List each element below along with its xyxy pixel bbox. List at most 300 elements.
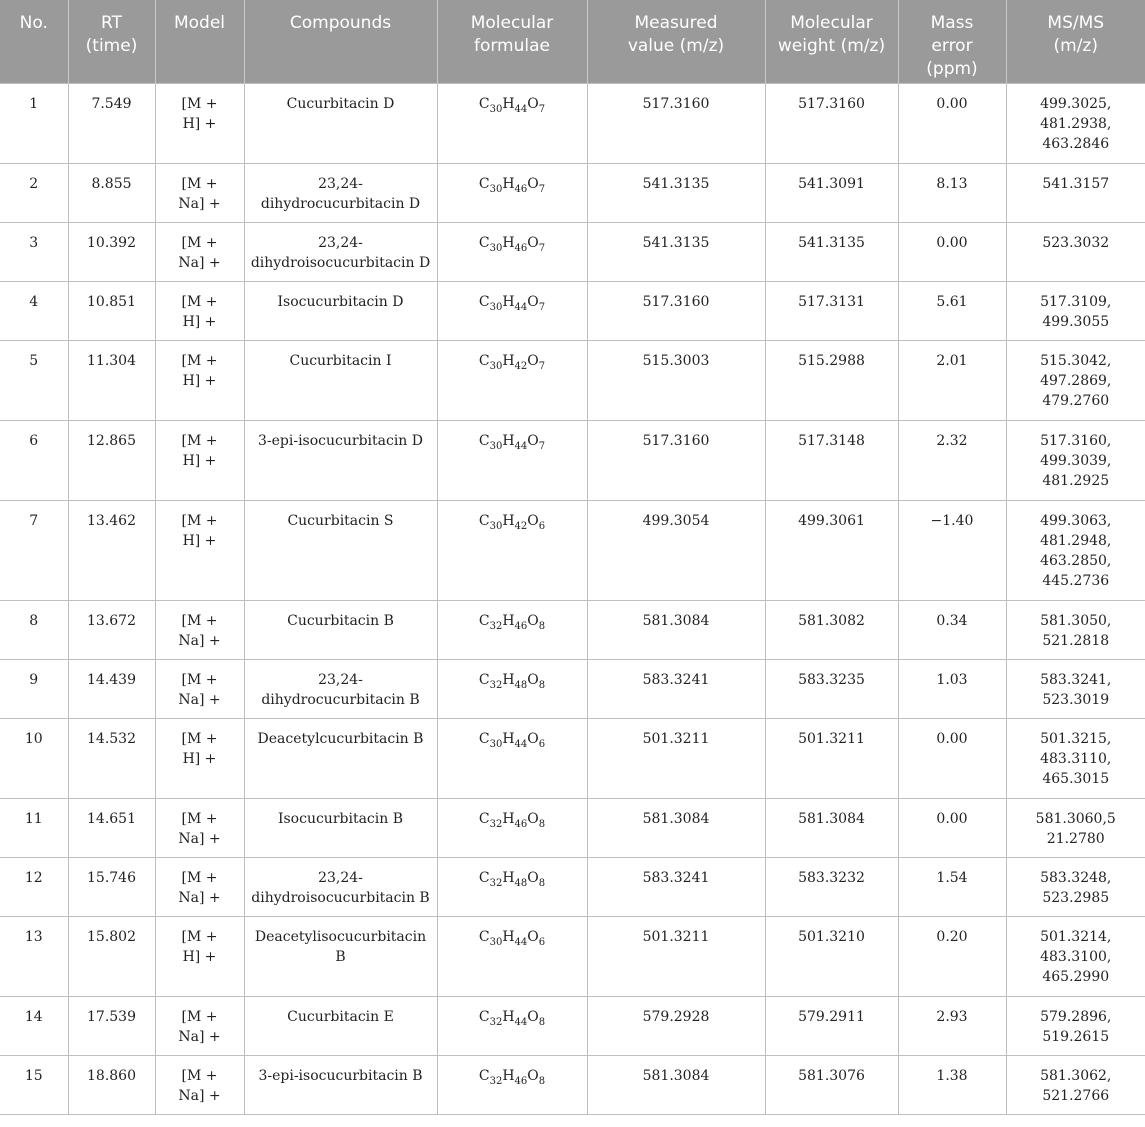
formula-element: H xyxy=(502,869,515,886)
cell-msms-line: 519.2615 xyxy=(1042,1028,1110,1045)
cell-compound xyxy=(244,857,437,916)
cell-rt: 13.462 xyxy=(68,500,155,600)
header-model: Model xyxy=(155,0,244,83)
formula-element: O xyxy=(527,352,539,369)
formula-element: O xyxy=(527,512,539,529)
cell-msms-line: 483.3100, xyxy=(1040,948,1112,965)
formula-subscript: 44 xyxy=(514,936,528,948)
formula-subscript: 8 xyxy=(538,1075,546,1087)
cell-msms-line: 21.2780 xyxy=(1046,830,1105,847)
cell-model-line: Na] + xyxy=(178,830,221,847)
formula-subscript: 30 xyxy=(489,301,503,313)
formula-element: H xyxy=(502,1067,515,1084)
cell-msms xyxy=(1006,798,1145,857)
formula-subscript: 32 xyxy=(489,1075,503,1087)
formula-subscript: 30 xyxy=(489,103,503,115)
cell-rt: 15.802 xyxy=(68,916,155,996)
formula-subscript: 8 xyxy=(538,679,546,691)
cell-rt: 17.539 xyxy=(68,996,155,1055)
cell-compound xyxy=(244,996,437,1055)
cell-weight: 541.3091 xyxy=(765,163,898,222)
formula-element: C xyxy=(478,928,490,945)
cell-weight: 501.3211 xyxy=(765,718,898,798)
cell-compound-line: dihydroisocucurbitacin D xyxy=(250,254,431,271)
cell-mass-error: −1.40 xyxy=(898,500,1006,600)
cell-msms-line: 541.3157 xyxy=(1042,175,1110,192)
cell-msms-line: 445.2736 xyxy=(1042,572,1110,589)
cell-no: 10 xyxy=(0,718,68,798)
cell-measured: 541.3135 xyxy=(587,163,765,222)
cell-measured: 581.3084 xyxy=(587,600,765,659)
cell-no: 14 xyxy=(0,996,68,1055)
cell-msms xyxy=(1006,1055,1145,1114)
formula-subscript: 30 xyxy=(489,242,503,254)
cell-mass-error: 8.13 xyxy=(898,163,1006,222)
cell-formula xyxy=(437,798,587,857)
cell-measured: 499.3054 xyxy=(587,500,765,600)
cell-compound-line: dihydrocucurbitacin B xyxy=(261,691,420,708)
cell-msms-line: 463.2846 xyxy=(1042,135,1110,152)
cell-compound-line: Cucurbitacin E xyxy=(287,1008,394,1025)
formula-subscript: 7 xyxy=(538,242,546,254)
cell-rt: 10.851 xyxy=(68,281,155,340)
formula-subscript: 30 xyxy=(489,183,503,195)
cell-model xyxy=(155,420,244,500)
formula-element: O xyxy=(527,928,539,945)
cell-no: 6 xyxy=(0,420,68,500)
formula-element: C xyxy=(478,234,490,251)
formula-element: O xyxy=(527,1067,539,1084)
table-row xyxy=(0,1055,1145,1114)
formula-subscript: 44 xyxy=(514,103,528,115)
cell-model xyxy=(155,659,244,718)
cell-compound xyxy=(244,281,437,340)
cell-formula xyxy=(437,600,587,659)
cell-compound-line: Isocucurbitacin B xyxy=(277,810,404,827)
formula-element: H xyxy=(502,352,515,369)
cell-measured: 541.3135 xyxy=(587,222,765,281)
cell-msms xyxy=(1006,600,1145,659)
formula-subscript: 30 xyxy=(489,440,503,452)
formula-subscript: 30 xyxy=(489,738,503,750)
cell-compound xyxy=(244,500,437,600)
cell-model-line: H] + xyxy=(182,532,217,549)
cell-measured: 581.3084 xyxy=(587,1055,765,1114)
cell-model-line: [M + xyxy=(181,928,218,945)
cell-msms-line: 581.3062, xyxy=(1040,1067,1112,1084)
table-row xyxy=(0,718,1145,798)
cell-model-line: H] + xyxy=(182,452,217,469)
cell-formula xyxy=(437,1055,587,1114)
cell-model-line: Na] + xyxy=(178,691,221,708)
cell-msms-line: 583.3248, xyxy=(1040,869,1112,886)
header-formulae: Molecular formulae xyxy=(437,0,587,83)
formula-element: C xyxy=(478,1067,490,1084)
cell-model-line: H] + xyxy=(182,313,217,330)
cell-msms xyxy=(1006,281,1145,340)
cell-formula xyxy=(437,83,587,163)
formula-subscript: 6 xyxy=(538,738,546,750)
cell-msms-line: 515.3042, xyxy=(1040,352,1112,369)
cell-mass-error: 0.00 xyxy=(898,798,1006,857)
cell-mass-error: 0.00 xyxy=(898,718,1006,798)
table-row xyxy=(0,857,1145,916)
cell-msms xyxy=(1006,916,1145,996)
cell-mass-error: 0.34 xyxy=(898,600,1006,659)
formula-element: O xyxy=(527,234,539,251)
formula-subscript: 7 xyxy=(538,360,546,372)
cell-formula xyxy=(437,222,587,281)
cell-msms xyxy=(1006,420,1145,500)
cell-compound xyxy=(244,222,437,281)
formula-subscript: 7 xyxy=(538,103,546,115)
formula-subscript: 8 xyxy=(538,1016,546,1028)
table-row xyxy=(0,163,1145,222)
cell-rt: 14.439 xyxy=(68,659,155,718)
cell-compound-line: Isocucurbitacin D xyxy=(277,293,404,310)
cell-formula xyxy=(437,340,587,420)
cell-compound xyxy=(244,1055,437,1114)
cell-msms-line: 481.2938, xyxy=(1040,115,1112,132)
formula-element: H xyxy=(502,293,515,310)
cell-mass-error: 2.32 xyxy=(898,420,1006,500)
cell-mass-error: 2.93 xyxy=(898,996,1006,1055)
cell-weight: 581.3076 xyxy=(765,1055,898,1114)
formula-subscript: 32 xyxy=(489,620,503,632)
cell-compound-line: 3-epi-isocucurbitacin B xyxy=(258,1067,423,1084)
cell-compound-line: 23,24- xyxy=(318,671,363,688)
formula-element: H xyxy=(502,1008,515,1025)
formula-subscript: 7 xyxy=(538,183,546,195)
cell-formula xyxy=(437,857,587,916)
cell-model-line: Na] + xyxy=(178,1087,221,1104)
cell-model-line: H] + xyxy=(182,115,217,132)
cell-rt: 14.532 xyxy=(68,718,155,798)
cell-model-line: [M + xyxy=(181,671,218,688)
cell-no: 2 xyxy=(0,163,68,222)
cell-msms-line: 499.3039, xyxy=(1040,452,1112,469)
cell-rt: 15.746 xyxy=(68,857,155,916)
cell-weight: 515.2988 xyxy=(765,340,898,420)
cell-weight: 583.3235 xyxy=(765,659,898,718)
formula-element: O xyxy=(527,1008,539,1025)
cell-weight: 517.3131 xyxy=(765,281,898,340)
cell-model xyxy=(155,718,244,798)
formula-element: O xyxy=(527,175,539,192)
cell-formula xyxy=(437,659,587,718)
formula-element: O xyxy=(527,671,539,688)
cell-model xyxy=(155,916,244,996)
header-rt: RT (time) xyxy=(68,0,155,83)
cell-model xyxy=(155,222,244,281)
formula-element: H xyxy=(502,612,515,629)
formula-element: H xyxy=(502,512,515,529)
cell-mass-error: 0.20 xyxy=(898,916,1006,996)
cell-model xyxy=(155,1055,244,1114)
cell-model-line: [M + xyxy=(181,95,218,112)
cell-rt: 13.672 xyxy=(68,600,155,659)
cell-msms xyxy=(1006,659,1145,718)
cell-weight: 581.3084 xyxy=(765,798,898,857)
table-row xyxy=(0,916,1145,996)
cell-no: 13 xyxy=(0,916,68,996)
cell-rt: 14.651 xyxy=(68,798,155,857)
cell-msms xyxy=(1006,340,1145,420)
cell-msms-line: 521.2766 xyxy=(1042,1087,1110,1104)
cell-msms-line: 479.2760 xyxy=(1042,392,1110,409)
cell-model-line: [M + xyxy=(181,810,218,827)
table-row xyxy=(0,996,1145,1055)
formula-subscript: 7 xyxy=(538,440,546,452)
formula-element: H xyxy=(502,928,515,945)
cell-measured: 583.3241 xyxy=(587,659,765,718)
cell-measured: 581.3084 xyxy=(587,798,765,857)
formula-subscript: 46 xyxy=(514,620,528,632)
cell-model-line: [M + xyxy=(181,352,218,369)
cell-mass-error: 1.03 xyxy=(898,659,1006,718)
formula-subscript: 46 xyxy=(514,242,528,254)
cell-measured: 517.3160 xyxy=(587,281,765,340)
cell-model xyxy=(155,600,244,659)
cell-mass-error: 0.00 xyxy=(898,222,1006,281)
formula-subscript: 6 xyxy=(538,936,546,948)
table-row xyxy=(0,340,1145,420)
cell-compound-line: 23,24- xyxy=(318,234,363,251)
cell-compound xyxy=(244,420,437,500)
formula-element: H xyxy=(502,234,515,251)
table-row xyxy=(0,600,1145,659)
cell-msms-line: 579.2896, xyxy=(1040,1008,1112,1025)
cell-measured: 501.3211 xyxy=(587,718,765,798)
cell-model-line: [M + xyxy=(181,730,218,747)
cell-compound-line: Cucurbitacin B xyxy=(287,612,394,629)
cell-formula xyxy=(437,281,587,340)
cell-measured: 517.3160 xyxy=(587,83,765,163)
header-compounds: Compounds xyxy=(244,0,437,83)
formula-element: C xyxy=(478,1008,490,1025)
cell-model-line: [M + xyxy=(181,1008,218,1025)
cell-msms xyxy=(1006,718,1145,798)
cell-weight: 541.3135 xyxy=(765,222,898,281)
formula-subscript: 8 xyxy=(538,877,546,889)
cell-compound xyxy=(244,83,437,163)
cell-formula xyxy=(437,718,587,798)
table-row xyxy=(0,420,1145,500)
formula-element: C xyxy=(478,293,490,310)
formula-element: C xyxy=(478,95,490,112)
formula-element: O xyxy=(527,612,539,629)
cell-compound xyxy=(244,798,437,857)
formula-element: O xyxy=(527,810,539,827)
formula-element: C xyxy=(478,175,490,192)
cell-compound xyxy=(244,659,437,718)
formula-subscript: 44 xyxy=(514,440,528,452)
cell-formula xyxy=(437,916,587,996)
table-row xyxy=(0,500,1145,600)
formula-subscript: 32 xyxy=(489,818,503,830)
cell-rt: 11.304 xyxy=(68,340,155,420)
cell-model-line: [M + xyxy=(181,512,218,529)
formula-subscript: 42 xyxy=(514,360,528,372)
cell-compound-line: dihydroisocucurbitacin B xyxy=(251,889,430,906)
formula-element: C xyxy=(478,432,490,449)
cell-rt: 8.855 xyxy=(68,163,155,222)
cell-no: 8 xyxy=(0,600,68,659)
cell-weight: 579.2911 xyxy=(765,996,898,1055)
cell-msms-line: 523.3032 xyxy=(1042,234,1110,251)
cell-compound-line: 23,24- xyxy=(318,869,363,886)
header-mass-error: Mass error (ppm) xyxy=(898,0,1006,83)
cell-model xyxy=(155,857,244,916)
formula-element: H xyxy=(502,175,515,192)
table-row xyxy=(0,659,1145,718)
cell-rt: 12.865 xyxy=(68,420,155,500)
cell-msms-line: 517.3160, xyxy=(1040,432,1112,449)
cell-model-line: H] + xyxy=(182,372,217,389)
cell-model-line: [M + xyxy=(181,1067,218,1084)
cell-measured: 517.3160 xyxy=(587,420,765,500)
formula-element: O xyxy=(527,95,539,112)
table-row xyxy=(0,798,1145,857)
cell-mass-error: 1.54 xyxy=(898,857,1006,916)
cell-msms-line: 523.2985 xyxy=(1042,889,1110,906)
formula-subscript: 44 xyxy=(514,1016,528,1028)
cell-formula xyxy=(437,163,587,222)
formula-element: O xyxy=(527,869,539,886)
cell-mass-error: 5.61 xyxy=(898,281,1006,340)
cell-msms-line: 465.2990 xyxy=(1042,968,1110,985)
formula-subscript: 30 xyxy=(489,360,503,372)
formula-subscript: 32 xyxy=(489,679,503,691)
formula-element: C xyxy=(478,730,490,747)
cell-weight: 501.3210 xyxy=(765,916,898,996)
formula-element: C xyxy=(478,810,490,827)
cell-no: 4 xyxy=(0,281,68,340)
cell-rt: 7.549 xyxy=(68,83,155,163)
cell-msms-line: 483.3110, xyxy=(1040,750,1112,767)
cell-compound xyxy=(244,600,437,659)
formula-element: H xyxy=(502,432,515,449)
cell-no: 3 xyxy=(0,222,68,281)
cell-compound-line: dihydrocucurbitacin D xyxy=(260,195,421,212)
cell-msms-line: 499.3025, xyxy=(1040,95,1112,112)
cell-no: 11 xyxy=(0,798,68,857)
formula-subscript: 32 xyxy=(489,877,503,889)
formula-subscript: 46 xyxy=(514,183,528,195)
cell-model xyxy=(155,83,244,163)
cell-formula xyxy=(437,996,587,1055)
cell-msms xyxy=(1006,222,1145,281)
cell-no: 12 xyxy=(0,857,68,916)
cell-msms xyxy=(1006,996,1145,1055)
cell-msms xyxy=(1006,500,1145,600)
cell-weight: 499.3061 xyxy=(765,500,898,600)
cell-msms-line: 499.3055 xyxy=(1042,313,1110,330)
cell-msms-line: 463.2850, xyxy=(1040,552,1112,569)
cell-compound xyxy=(244,340,437,420)
formula-subscript: 44 xyxy=(514,301,528,313)
cell-model-line: [M + xyxy=(181,432,218,449)
header-measured: Measured value (m/z) xyxy=(587,0,765,83)
cell-model-line: Na] + xyxy=(178,1028,221,1045)
formula-subscript: 6 xyxy=(538,520,546,532)
formula-element: O xyxy=(527,293,539,310)
table-body xyxy=(0,83,1145,1114)
cell-msms-line: 501.3215, xyxy=(1040,730,1112,747)
table-row xyxy=(0,83,1145,163)
header-weight: Molecular weight (m/z) xyxy=(765,0,898,83)
cell-model xyxy=(155,798,244,857)
cell-compound xyxy=(244,916,437,996)
cell-msms-line: 517.3109, xyxy=(1040,293,1112,310)
formula-subscript: 30 xyxy=(489,520,503,532)
formula-element: O xyxy=(527,432,539,449)
formula-element: C xyxy=(478,671,490,688)
cell-model-line: [M + xyxy=(181,293,218,310)
cell-msms xyxy=(1006,857,1145,916)
cell-msms-line: 497.2869, xyxy=(1040,372,1112,389)
formula-subscript: 48 xyxy=(514,679,528,691)
cell-mass-error: 2.01 xyxy=(898,340,1006,420)
cell-model xyxy=(155,281,244,340)
cell-measured: 583.3241 xyxy=(587,857,765,916)
cell-no: 7 xyxy=(0,500,68,600)
cell-model-line: Na] + xyxy=(178,254,221,271)
cell-model-line: H] + xyxy=(182,750,217,767)
cell-rt: 18.860 xyxy=(68,1055,155,1114)
cell-weight: 517.3160 xyxy=(765,83,898,163)
cell-compound-line: Cucurbitacin I xyxy=(289,352,392,369)
formula-element: C xyxy=(478,612,490,629)
formula-element: C xyxy=(478,352,490,369)
formula-subscript: 30 xyxy=(489,936,503,948)
cell-msms xyxy=(1006,163,1145,222)
cell-rt: 10.392 xyxy=(68,222,155,281)
cell-compound-line: Deacetylisocucurbitacin B xyxy=(254,928,427,965)
cell-model-line: [M + xyxy=(181,612,218,629)
cell-model-line: Na] + xyxy=(178,195,221,212)
cell-weight: 581.3082 xyxy=(765,600,898,659)
cell-msms-line: 501.3214, xyxy=(1040,928,1112,945)
cell-model-line: Na] + xyxy=(178,632,221,649)
cell-measured: 501.3211 xyxy=(587,916,765,996)
cell-model xyxy=(155,996,244,1055)
header-msms: MS/MS (m/z) xyxy=(1006,0,1145,83)
cell-weight: 583.3232 xyxy=(765,857,898,916)
formula-element: H xyxy=(502,810,515,827)
cell-msms xyxy=(1006,83,1145,163)
cell-no: 15 xyxy=(0,1055,68,1114)
cell-compound-line: Deacetylcucurbitacin B xyxy=(257,730,424,747)
cell-msms-line: 499.3063, xyxy=(1040,512,1112,529)
cell-no: 5 xyxy=(0,340,68,420)
formula-element: O xyxy=(527,730,539,747)
cell-msms-line: 481.2948, xyxy=(1040,532,1112,549)
cell-compound-line: 3-epi-isocucurbitacin D xyxy=(257,432,423,449)
formula-element: C xyxy=(478,512,490,529)
cell-formula xyxy=(437,420,587,500)
cell-model-line: Na] + xyxy=(178,889,221,906)
cell-msms-line: 465.3015 xyxy=(1042,770,1110,787)
cell-mass-error: 0.00 xyxy=(898,83,1006,163)
cell-model-line: H] + xyxy=(182,948,217,965)
formula-element: H xyxy=(502,95,515,112)
cell-msms-line: 521.2818 xyxy=(1042,632,1110,649)
formula-subscript: 46 xyxy=(514,1075,528,1087)
cell-measured: 579.2928 xyxy=(587,996,765,1055)
formula-subscript: 7 xyxy=(538,301,546,313)
header-row xyxy=(0,0,1145,83)
